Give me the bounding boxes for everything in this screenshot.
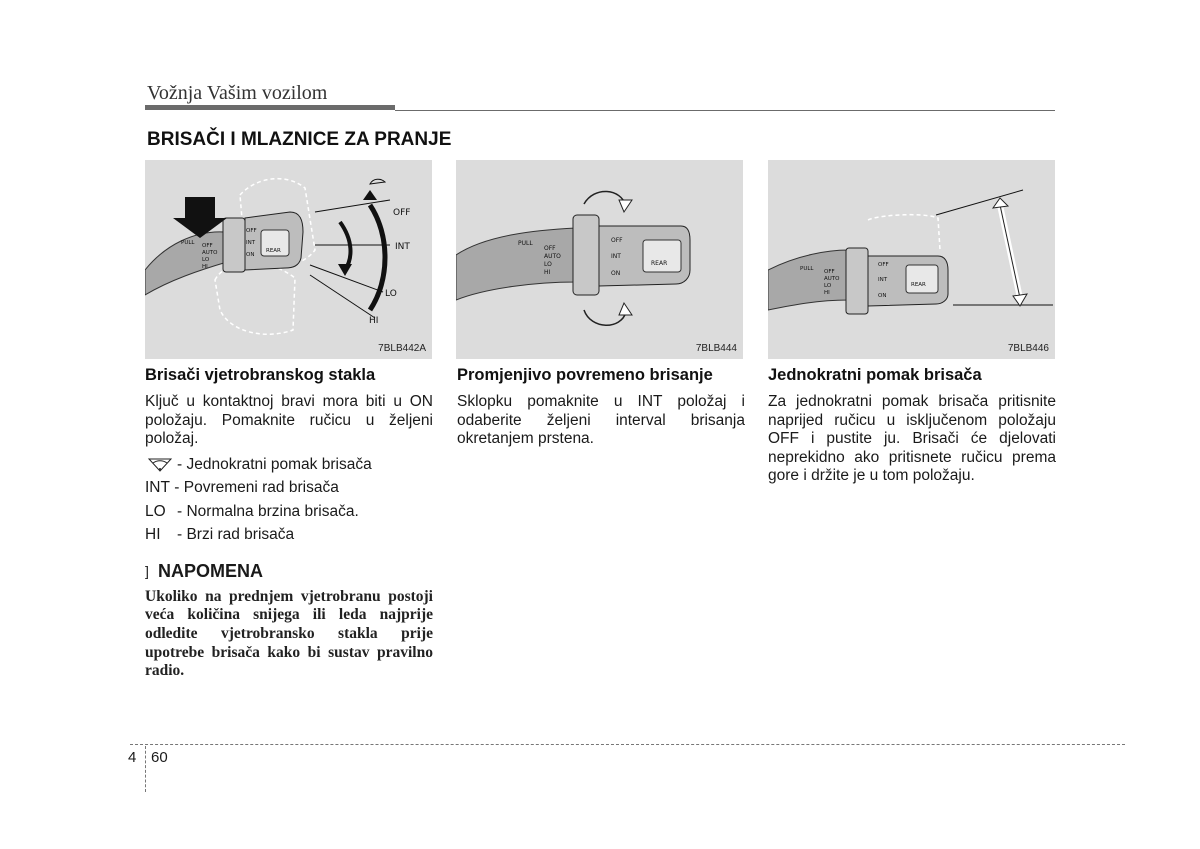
arc-label-lo: LO: [385, 289, 397, 299]
column-body: Za jednokratni pomak brisača pritisnite naprijed ručicu u isključenom položaju OFF i pustite ju. Brisači će djelovati neprekidno ako pritisnete ručicu prema gore i držite je u tom položaju.: [768, 393, 1056, 484]
lever-label: INT: [246, 240, 256, 246]
lever-label: REAR: [266, 248, 281, 254]
lever-label: HI: [544, 269, 551, 276]
page-number: 60: [151, 749, 168, 766]
single-wipe-icon: [145, 455, 177, 473]
rotate-up-arrow-icon: [619, 200, 632, 212]
legend-row-lo: [145, 500, 433, 524]
wiper-mode-legend: [145, 453, 433, 547]
figure-intermittent-ring: [456, 160, 743, 359]
lever-label: HI: [824, 290, 830, 296]
lever-label: PULL: [518, 240, 533, 247]
chapter-title: Vožnja Vašim vozilom: [147, 82, 328, 104]
column-heading: Promjenjivo povremeno brisanje: [457, 366, 713, 384]
lever-label: OFF: [878, 262, 889, 268]
column-body: Ključ u kontaktnoj bravi mora biti u ON položaju. Pomaknite ručicu u željeni položaj.: [145, 393, 433, 447]
column-intermittent-wiping: [457, 366, 745, 449]
legend-row-single-wipe: [145, 453, 433, 477]
lever-label: OFF: [824, 269, 835, 275]
figure-single-wipe: [768, 160, 1055, 359]
chapter-header-bar: [145, 105, 395, 110]
footer-divider: [130, 744, 1125, 745]
lever-label: AUTO: [824, 276, 840, 282]
column-single-wipe: [768, 366, 1056, 486]
lever-label: INT: [878, 277, 888, 283]
lever-label: OFF: [202, 243, 213, 249]
column-body: Sklopku pomaknite u INT položaj i odaberite željeni interval brisanja okretanjem prstena.: [457, 393, 745, 447]
note-text: Ukoliko na prednjem vjetrobranu postoji veća količina snijega ili leda najprije odledite vjetrobransko stakla prije upotrebe brisača kako bi sustav pravilno radio.: [145, 587, 433, 680]
figure-code: 7BLB444: [695, 343, 737, 354]
legend-row-hi: [145, 523, 433, 547]
footer-vertical-divider: [145, 746, 146, 792]
arc-label-int: INT: [395, 242, 410, 252]
down-arrow-icon: [1013, 294, 1027, 306]
note-icon: ]: [145, 563, 149, 579]
lever-label: ON: [611, 270, 621, 277]
lever-label: REAR: [651, 260, 668, 267]
note-title: NAPOMENA: [158, 560, 264, 581]
section-title: BRISAČI I MLAZNICE ZA PRANJE: [147, 129, 452, 150]
legend-text: - Brzi rad brisača: [177, 526, 295, 543]
header-divider: [395, 110, 1055, 111]
lever-label: REAR: [911, 282, 926, 288]
column-heading: Brisači vjetrobranskog stakla: [145, 366, 376, 384]
lever-label: ON: [878, 293, 887, 299]
lever-label: INT: [611, 253, 621, 260]
lever-label: PULL: [800, 266, 814, 272]
arc-label-off: OFF: [393, 208, 411, 218]
column-windshield-wipers: [145, 366, 433, 681]
chapter-number: 4: [128, 749, 137, 766]
figure-code: 7BLB446: [1007, 343, 1049, 354]
lever-label: PULL: [181, 240, 195, 246]
legend-key: INT: [145, 479, 170, 496]
up-arrow-icon: [993, 198, 1008, 208]
lever-label: AUTO: [544, 253, 561, 260]
lever-label: OFF: [611, 237, 623, 244]
lever-label: OFF: [246, 228, 257, 234]
wiper-ring-illustration: [456, 160, 743, 359]
legend-key: HI: [145, 526, 161, 543]
wiper-single-wipe-illustration: [768, 160, 1055, 359]
single-wipe-icon: [370, 179, 385, 184]
legend-row-int: [145, 476, 433, 500]
lever-label: ON: [246, 252, 255, 258]
legend-text: - Jednokratni pomak brisača: [177, 455, 372, 473]
rotate-down-arrow-icon: [619, 303, 632, 315]
lever-label: LO: [202, 257, 210, 263]
lever-label: OFF: [544, 245, 556, 252]
figure-wiper-positions: [145, 160, 432, 359]
arc-label-hi: HI: [369, 316, 379, 326]
figure-code: 7BLB442A: [378, 343, 426, 354]
wiper-lever-illustration: [145, 160, 432, 359]
lever-label: HI: [202, 264, 208, 270]
lever-label: LO: [544, 261, 552, 268]
lever-label: LO: [824, 283, 832, 289]
column-heading: Jednokratni pomak brisača: [768, 366, 982, 384]
legend-text: - Povremeni rad brisača: [174, 479, 339, 496]
lever-label: AUTO: [202, 250, 218, 256]
legend-text: - Normalna brzina brisača.: [177, 502, 359, 520]
note-header: [145, 561, 433, 582]
legend-key: LO: [145, 502, 166, 520]
